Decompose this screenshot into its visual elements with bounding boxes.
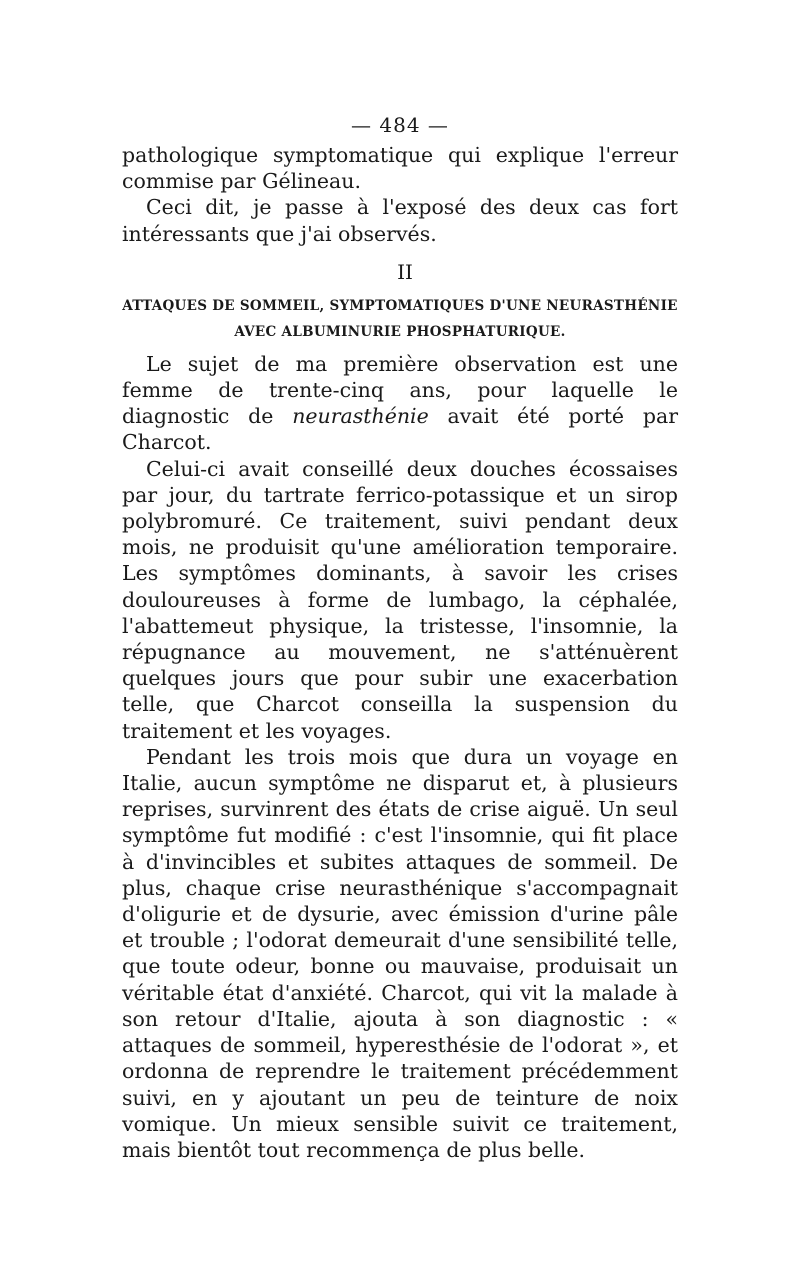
observation-text-start: Le sujet de ma première observation est une femme de trente-cinq ans, pour laquelle le diagnostic de [122,351,678,429]
observation-paragraph [122,351,678,456]
section-heading-line-1: ATTAQUES DE SOMMEIL, SYMPTOMATIQUES D'UNE NEURASTHÉNIE [122,297,678,314]
section-heading-line-2: AVEC ALBUMINURIE PHOSPHATURIQUE. [234,323,566,340]
italy-voyage-paragraph: Pendant les trois mois que dura un voyage en Italie, aucun symptôme ne disparut et, à plusieurs reprises, survinrent des états de crise aiguë. Un seul symptôme fut modifié : c'est l'insomnie, qui fit place à d'invincibles et subites attaques de sommeil. De plus, chaque crise neurasthénique s'accompagnait d'oligurie et de dysurie, avec émission d'urine pâle et trouble ; l'odorat demeurait d'une sensibilité telle, que toute odeur, bonne ou mauvaise, produisait un véritable état d'anxiété. Charcot, qui vit la malade à son retour d'Italie, ajouta à son diagnostic : « attaques de sommeil, hyperesthésie de l'odorat », et ordonna de reprendre le traitement précédemment suivi, en y ajoutant un peu de teinture de noix vomique. Un mieux sensible suivit ce traitement, mais bientôt tout recommença de plus belle. [122,744,678,1162]
diagnosis-term: neurasthénie [292,404,429,429]
intro-paragraph: Ceci dit, je passe à l'exposé des deux cas fort intéressants que j'ai observés. [122,195,678,246]
treatment-paragraph: Celui-ci avait conseillé deux douches écossaises par jour, du tartrate ferrico-potassique et un sirop polybromuré. Ce traitement, suivi pendant deux mois, ne produisit qu'une amélioration temporaire. Les symptômes dominants, à savoir les crises douloureuses à forme de lumbago, la céphalée, l'abattemeut physique, la tristesse, l'insomnie, la répugnance au mouvement, ne s'atténuèrent quelques jours que pour subir une exacerbation telle, que Charcot conseilla la suspension du traitement et les voyages. [122,456,678,743]
intro-paragraph-continuation: pathologique symptomatique qui explique l'erreur commise par Gélineau. [122,143,678,194]
section-number: II [397,259,413,284]
page-number: — 484 — [351,113,449,137]
observation-text-end: avait été porté par Charcot. [122,404,678,455]
section-heading [122,293,678,345]
book-page [122,110,678,1163]
